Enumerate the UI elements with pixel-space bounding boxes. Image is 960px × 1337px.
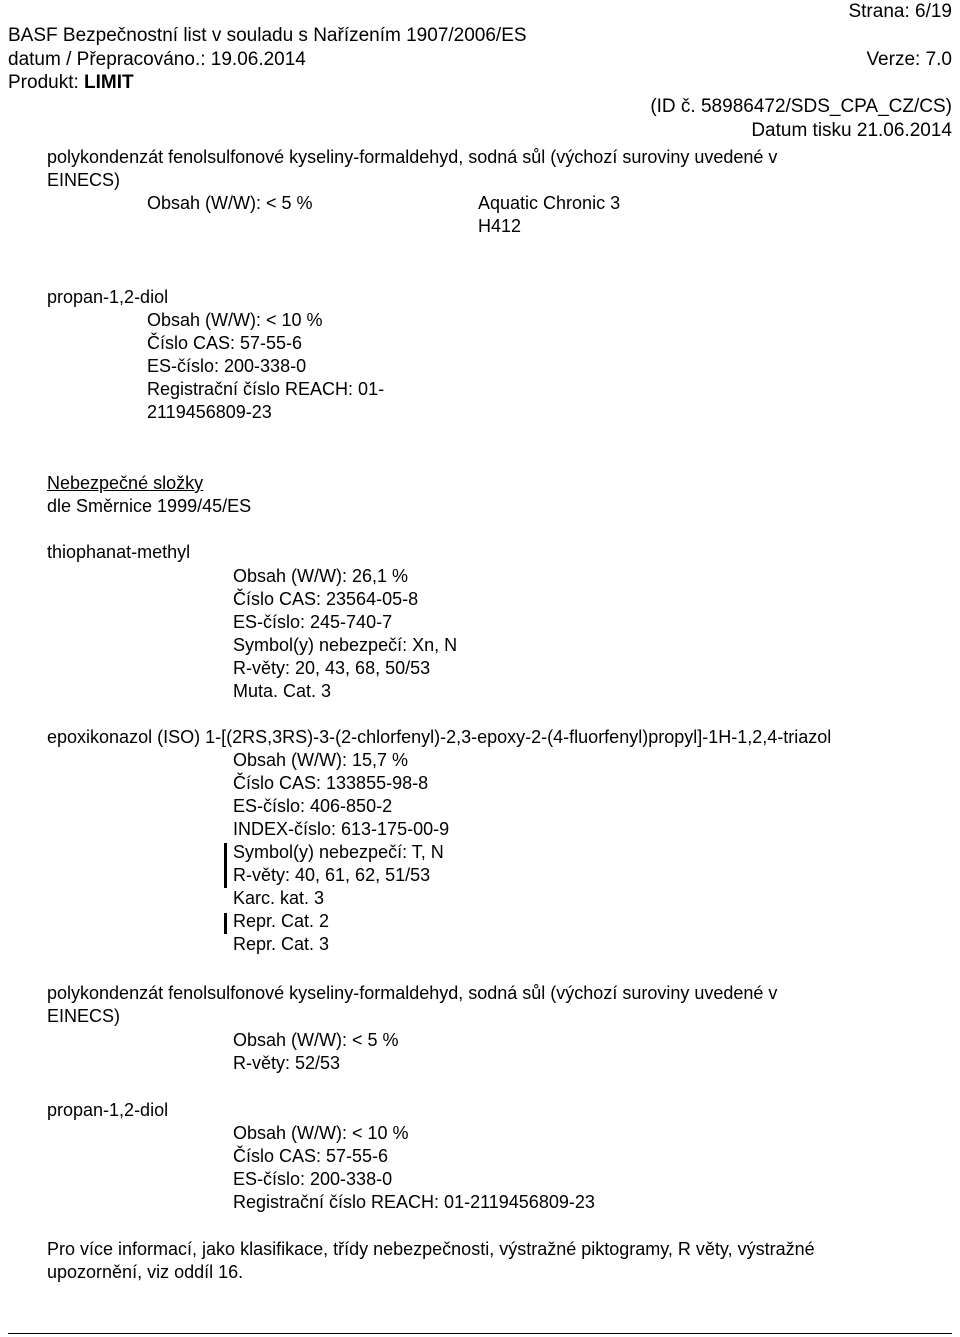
substance-name-cont: EINECS) [47, 170, 121, 190]
reach-number: Registrační číslo REACH: 01-2119456809-23 [233, 1192, 595, 1212]
page-bottom-rule [8, 1333, 952, 1334]
revision-bar [224, 913, 227, 934]
section-subheading: dle Směrnice 1999/45/ES [47, 496, 252, 516]
carcinogenicity-category: Karc. kat. 3 [233, 888, 325, 908]
section-heading: Nebezpečné složky [47, 473, 204, 493]
reach-number: Registrační číslo REACH: 01- [147, 379, 385, 399]
product-line [8, 71, 134, 94]
reproductive-toxicity-category: Repr. Cat. 2 [233, 911, 330, 931]
es-number: ES-číslo: 200-338-0 [147, 356, 307, 376]
r-phrases: R-věty: 52/53 [233, 1053, 341, 1073]
index-number: INDEX-číslo: 613-175-00-9 [233, 819, 450, 839]
product-name: LIMIT [84, 72, 134, 93]
revision-bar [224, 843, 227, 888]
substance-name: epoxikonazol (ISO) 1-[(2RS,3RS)-3-(2-chlorfenyl)-2,3-epoxy-2-(4-fluorfenyl)propyl]-1H-1,2,4-triazol [47, 727, 832, 747]
hazard-class: Aquatic Chronic 3 [478, 193, 621, 213]
content-value: Obsah (W/W): < 5 % [147, 193, 313, 213]
cas-number: Číslo CAS: 57-55-6 [147, 333, 303, 353]
substance-name-cont: EINECS) [47, 1006, 121, 1026]
cas-number: Číslo CAS: 57-55-6 [233, 1146, 389, 1166]
es-number: ES-číslo: 200-338-0 [233, 1169, 393, 1189]
r-phrases: R-věty: 20, 43, 68, 50/53 [233, 658, 431, 678]
es-number: ES-číslo: 406-850-2 [233, 796, 393, 816]
version: Verze: 7.0 [866, 49, 952, 70]
product-label: Produkt: [8, 72, 85, 93]
cas-number: Číslo CAS: 133855-98-8 [233, 773, 429, 793]
print-date: Datum tisku 21.06.2014 [751, 120, 952, 141]
content-value: Obsah (W/W): < 10 % [147, 310, 323, 330]
substance-name: propan-1,2-diol [47, 287, 169, 307]
r-phrases: R-věty: 40, 61, 62, 51/53 [233, 865, 431, 885]
hazard-symbols: Symbol(y) nebezpečí: Xn, N [233, 635, 458, 655]
content-value: Obsah (W/W): < 5 % [233, 1030, 399, 1050]
reproductive-toxicity-category: Repr. Cat. 3 [233, 934, 330, 954]
footnote: Pro více informací, jako klasifikace, třídy nebezpečnosti, výstražné piktogramy, R věty, výstražné [47, 1239, 815, 1259]
reach-number-cont: 2119456809-23 [147, 402, 272, 422]
revision-date: datum / Přepracováno.: 19.06.2014 [8, 49, 306, 70]
hazard-symbols: Symbol(y) nebezpečí: T, N [233, 842, 444, 862]
document-title: BASF Bezpečnostní list v souladu s Nařízením 1907/2006/ES [8, 25, 527, 46]
page-number: Strana: 6/19 [848, 1, 952, 22]
content-value: Obsah (W/W): 15,7 % [233, 750, 409, 770]
hazard-statement: H412 [478, 216, 522, 236]
footnote-cont: upozornění, viz oddíl 16. [47, 1262, 244, 1282]
mutagenicity-category: Muta. Cat. 3 [233, 681, 332, 701]
substance-name: propan-1,2-diol [47, 1100, 169, 1120]
cas-number: Číslo CAS: 23564-05-8 [233, 589, 419, 609]
document-id: (ID č. 58986472/SDS_CPA_CZ/CS) [650, 96, 952, 117]
substance-name: polykondenzát fenolsulfonové kyseliny-formaldehyd, sodná sůl (výchozí suroviny uvedené v [47, 147, 778, 167]
content-value: Obsah (W/W): < 10 % [233, 1123, 409, 1143]
substance-name: polykondenzát fenolsulfonové kyseliny-formaldehyd, sodná sůl (výchozí suroviny uvedené v [47, 983, 778, 1003]
content-value: Obsah (W/W): 26,1 % [233, 566, 409, 586]
substance-name: thiophanat-methyl [47, 542, 191, 562]
es-number: ES-číslo: 245-740-7 [233, 612, 393, 632]
